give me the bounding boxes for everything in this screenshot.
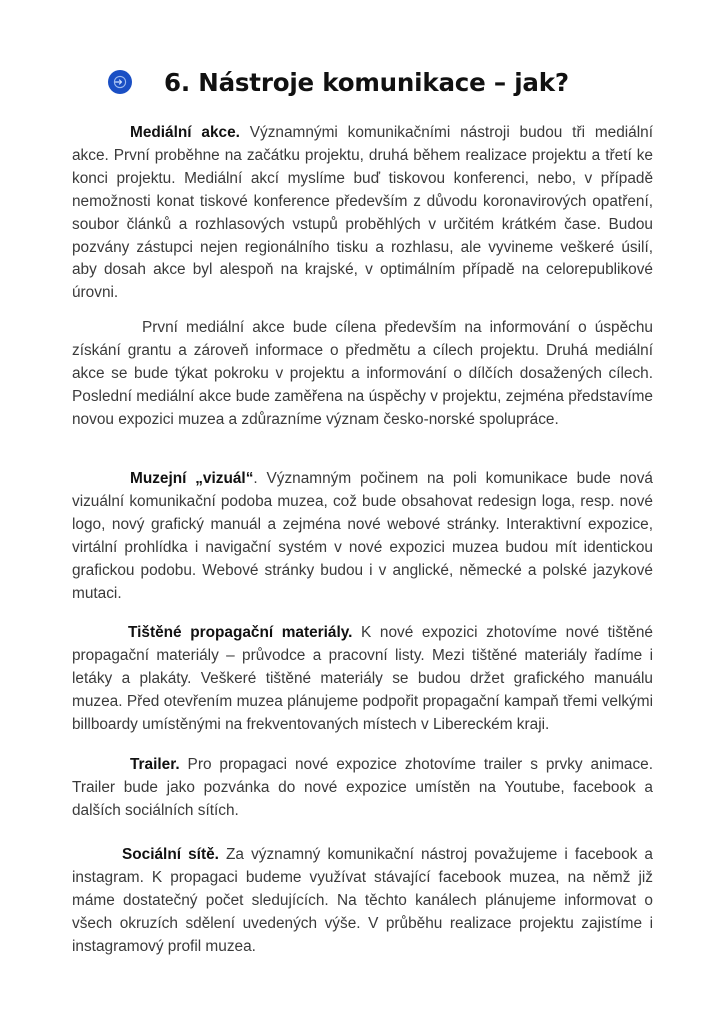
section-heading: [108, 62, 569, 102]
paragraph-text: K nové expozici zhotovíme nové tištěné propagační materiály – průvodce a pracovní listy. Mezi tištěné materiály řadíme i letáky a plakáty. Veškeré tištěné materiály se budou držet grafického manuálu muzea. Před otevřením muzea plánujeme podpořit propagační kampaň třemi velkými billboardy umístěnými na frekventovaných místech v Libereckém kraji.: [72, 624, 653, 733]
paragraph-lead: Tištěné propagační materiály.: [128, 624, 353, 641]
paragraph-medialni-akce: [72, 122, 653, 305]
paragraph-lead: Trailer.: [130, 756, 180, 773]
paragraph-socialni-site: [72, 844, 653, 959]
paragraph-muzejni-vizual: [72, 468, 653, 605]
paragraph-text: Významnými komunikačními nástroji budou tři mediální akce. První proběhne na začátku projektu, druhá během realizace projektu a třetí ke konci projektu. Mediální akcí myslíme buď tiskovou konferenci, nebo, v případě nemožnosti konat tiskové konference především z důvodu koronavirových opatření, soubor článků a rozhlasových vstupů proběhlých v určitém krátkém čase. Budou pozvány zástupci nejen regionálního tisku a rozhlasu, ale vyvineme veškeré úsilí, aby dosah akce byl alespoň na krajské, v optimálním případě na celorepublikové úrovni.: [72, 124, 653, 302]
paragraph-lead: Mediální akce.: [130, 124, 240, 141]
arrow-circle-icon: [108, 70, 132, 94]
paragraph-text: Za významný komunikační nástroj považujeme i facebook a instagram. K propagaci budeme využívat stávající facebook muzea, na němž již máme dostatečný počet sledujících. Na těchto kanálech plánujeme informovat o všech okruzích sdělení uvedených výše. V průběhu realizace projektu zajistíme i instagramový profil muzea.: [72, 846, 653, 955]
paragraph-text: Pro propagaci nové expozice zhotovíme trailer s prvky animace. Trailer bude jako pozvánka do nové expozice umístěn na Youtube, facebook a dalších sociálních sítích.: [72, 756, 653, 819]
paragraph-lead: Muzejní „vizuál“: [130, 470, 254, 487]
paragraph-tistene-materialy: [72, 622, 653, 737]
paragraph-trailer: [72, 754, 653, 823]
paragraph-medialni-akce-detail: [72, 317, 653, 432]
page-title: 6. Nástroje komunikace – jak?: [164, 67, 569, 97]
paragraph-lead: Sociální sítě.: [122, 846, 219, 863]
paragraph-text: První mediální akce bude cílena především na informování o úspěchu získání grantu a zároveň informace o předmětu a cílech projektu. Druhá mediální akce se bude týkat pokroku v projektu a informování o dílčích dosažených cílech. Poslední mediální akce bude zaměřena na úspěchy v projektu, zejména představíme novou expozici muzea a zdůrazníme význam česko-norské spolupráce.: [72, 319, 653, 428]
paragraph-text: . Významným počinem na poli komunikace bude nová vizuální komunikační podoba muzea, což bude obsahovat redesign loga, resp. nové logo, nový grafický manuál a zejména nové webové stránky. Interaktivní expozice, virtální prohlídka i navigační systém v nové expozici muzea budou mít identickou grafickou podobu. Webové stránky budou i v anglické, německé a polské jazykové mutaci.: [72, 470, 653, 602]
